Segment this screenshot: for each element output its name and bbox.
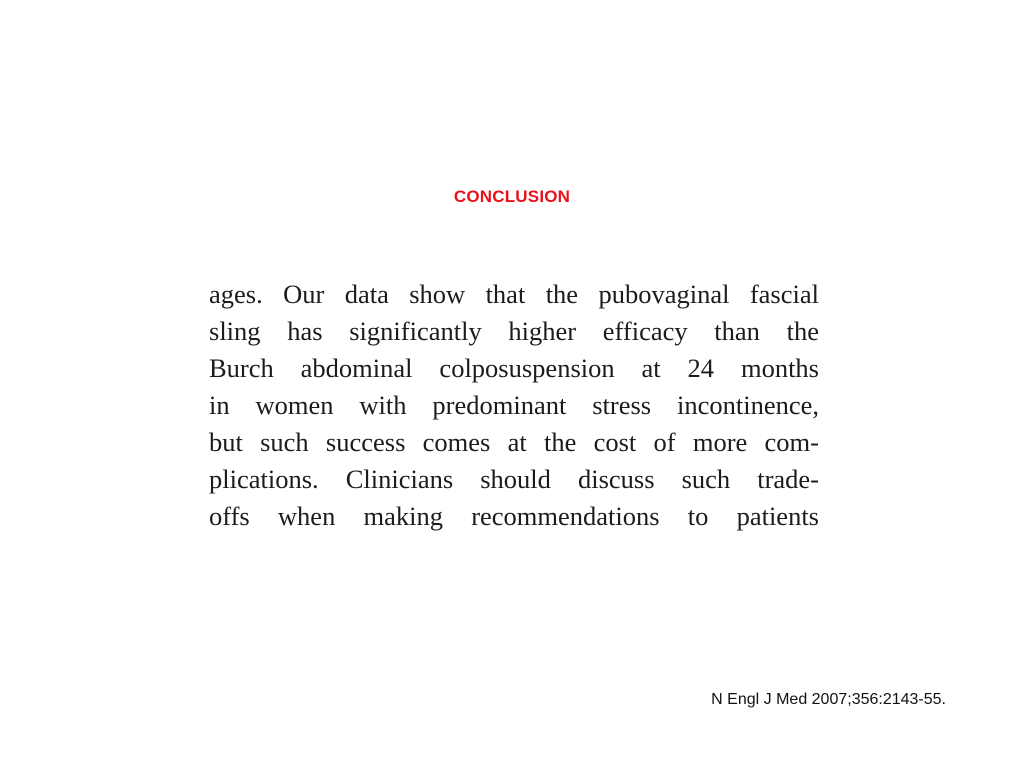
article-excerpt bbox=[209, 276, 819, 535]
excerpt-line: ages. Our data show that the pubovaginal fascial bbox=[209, 279, 819, 309]
excerpt-line: in women with predominant stress incontinence, bbox=[209, 390, 819, 420]
excerpt-line: sling has significantly higher efficacy than the bbox=[209, 316, 819, 346]
journal-citation: N Engl J Med 2007;356:2143-55. bbox=[711, 691, 946, 708]
excerpt-line: offs when making recommendations to patients bbox=[209, 501, 819, 531]
slide-title: CONCLUSION bbox=[453, 187, 571, 206]
excerpt-line: plications. Clinicians should discuss such trade- bbox=[209, 464, 819, 494]
excerpt-line: but such success comes at the cost of more com- bbox=[209, 427, 819, 457]
excerpt-line: Burch abdominal colposuspension at 24 months bbox=[209, 353, 819, 383]
